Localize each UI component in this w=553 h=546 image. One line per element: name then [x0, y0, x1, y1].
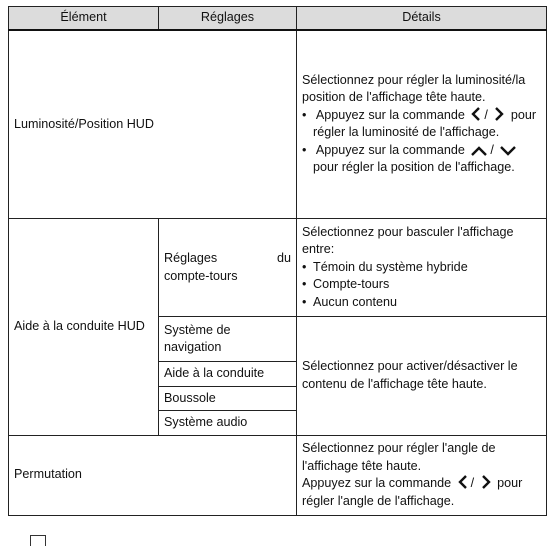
- setting-word: compte-tours: [164, 268, 238, 283]
- chevron-right-icon: [481, 475, 491, 489]
- element-hud-brightness: Luminosité/Position HUD: [9, 30, 297, 219]
- header-element: Élément: [9, 7, 159, 30]
- setting-tachometer: [159, 219, 297, 317]
- bullet-text: pour régler la position de l'affichage.: [313, 160, 515, 175]
- setting-word: du: [276, 251, 291, 265]
- details-intro: Sélectionnez pour basculer l'affichage entre:: [302, 224, 514, 257]
- bullet-brightness: [302, 107, 541, 142]
- details-tachometer: [297, 219, 547, 317]
- chevron-right-icon: [494, 107, 504, 121]
- option-item: • Témoin du système hybride: [302, 259, 541, 277]
- details-intro: Sélectionnez pour régler l'angle de l'affichage tête haute.: [302, 441, 496, 473]
- chevron-down-icon: [500, 146, 516, 156]
- details-text: pour régler l'angle de l'affichage.: [302, 476, 523, 508]
- table-row-hud-brightness: [9, 30, 547, 219]
- setting-compass: Boussole: [159, 386, 297, 411]
- setting-audio: Système audio: [159, 411, 297, 436]
- header-details: Détails: [297, 7, 547, 30]
- element-permutation: Permutation: [9, 435, 297, 515]
- element-driving-aid: Aide à la conduite HUD: [9, 219, 159, 436]
- bullet-text: Appuyez sur la commande: [315, 142, 465, 157]
- details-toggle-content: Sélectionnez pour activer/désactiver le contenu de l'affichage tête haute.: [297, 317, 547, 436]
- setting-tachometer-line1: [164, 250, 291, 268]
- setting-driving-assist: Aide à la conduite: [159, 362, 297, 387]
- bullet-text: pour régler la luminosité de l'affichage.: [313, 107, 537, 140]
- chevron-left-icon: [471, 107, 481, 121]
- details-intro: Sélectionnez pour régler la luminosité/la position de l'affichage tête haute.: [302, 72, 526, 105]
- option-item: • Compte-tours: [302, 276, 541, 294]
- table-row-driving-aid: [9, 219, 547, 317]
- slash: /: [470, 476, 475, 490]
- settings-table: [8, 6, 547, 516]
- details-text: Appuyez sur la commande: [302, 476, 452, 490]
- slash: /: [490, 142, 494, 157]
- setting-navigation: Système de navigation: [159, 317, 297, 362]
- setting-word: Réglages: [164, 251, 218, 265]
- chevron-up-icon: [471, 146, 487, 156]
- table-header-row: [9, 7, 547, 30]
- details-angle: [302, 475, 541, 510]
- slash: /: [484, 107, 488, 122]
- details-hud-brightness: [297, 30, 547, 219]
- table-row-permutation: [9, 435, 547, 515]
- chevron-left-icon: [458, 475, 468, 489]
- bullet-text: Appuyez sur la commande: [315, 107, 465, 122]
- header-settings: Réglages: [159, 7, 297, 30]
- option-item: • Aucun contenu: [302, 294, 541, 312]
- bullet-position: [302, 142, 541, 177]
- details-permutation: [297, 435, 547, 515]
